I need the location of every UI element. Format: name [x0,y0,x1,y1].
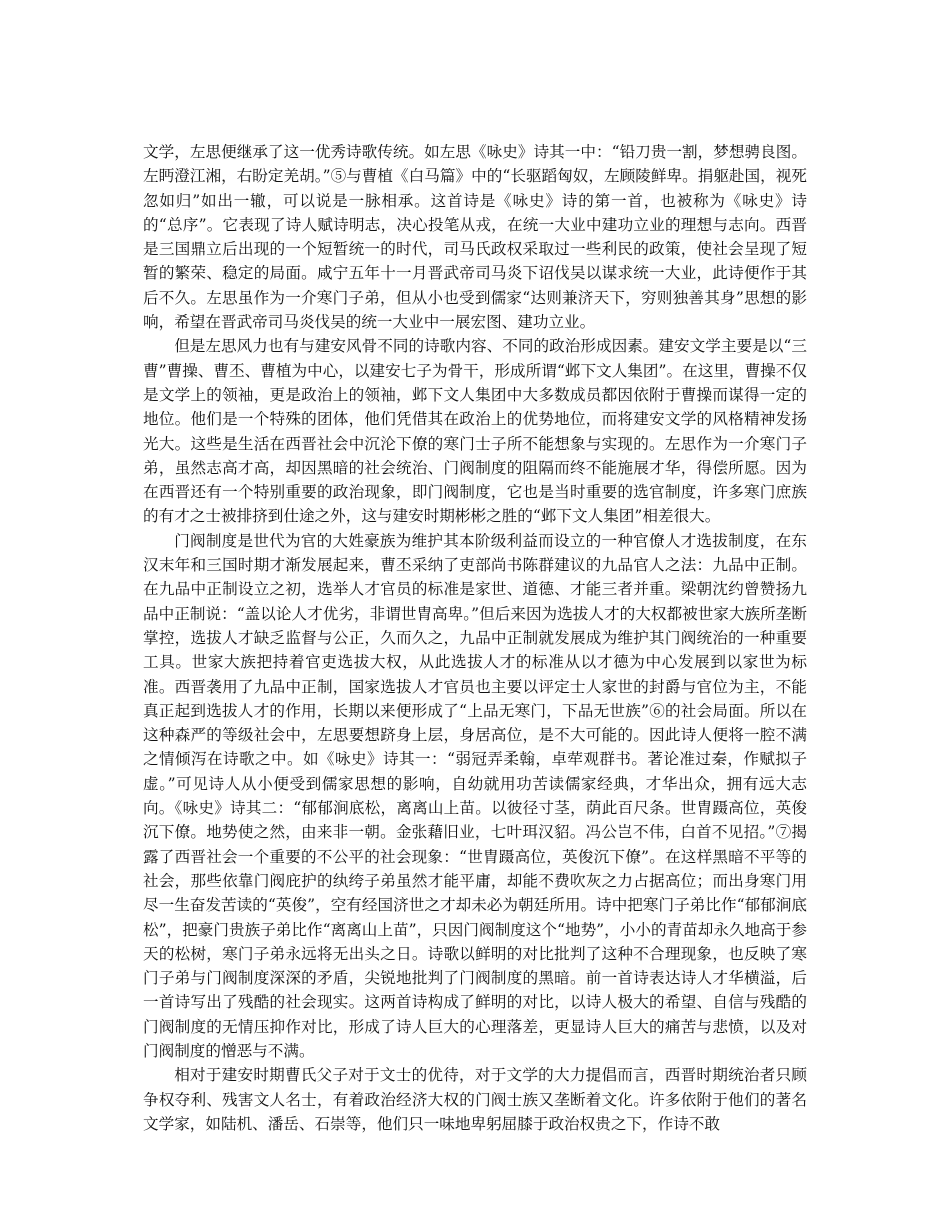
paragraph-4: 相对于建安时期曹氏父子对于文士的优待，对于文学的大力提倡而言，西晋时期统治者只顾争权夺利、残害文人名士，有着政治经济大权的门阀士族又垄断着文化。许多依附于他们的著名文学家，如陆机、潘岳、石崇等，他们只一味地卑躬屈膝于政治权贵之下，作诗不敢 [143,1066,807,1133]
paragraph-3: 门阀制度是世代为官的大姓豪族为维护其本阶级利益而设立的一种官僚人才选拔制度，在东汉末年和三国时期才渐发展起来，曹丕采纳了吏部尚书陈群建议的九品官人之法：九品中正制。在九品中正制设立之初，选举人才官员的标准是家世、道德、才能三者并重。梁朝沈约曾赞扬九品中正制说：“盖以论人才优劣，非谓世胄高卑。”但后来因为选拔人才的大权都被世家大族所垄断掌控，选拔人才缺乏监督与公正，久而久之，九品中正制就发展成为维护其门阀统治的一种重要工具。世家大族把持着官吏选拔大权，从此选拔人才的标准从以才德为中心发展到以家世为标准。西晋袭用了九品中正制，国家选拔人才官员也主要以评定士人家世的封爵与官位为主，不能真正起到选拔人才的作用，长期以来便形成了“上品无寒门，下品无世族”⑥的社会局面。所以在这种森严的等级社会中，左思要想跻身上层，身居高位，是不大可能的。因此诗人便将一腔不满之情倾泻在诗歌之中。如《咏史》诗其一：“弱冠弄柔翰，卓荦观群书。著论准过秦，作赋拟子虚。”可见诗人从小便受到儒家思想的影响，自幼就用功苦读儒家经典，才华出众，拥有远大志向。《咏史》诗其二：“郁郁涧底松，离离山上苗。以彼径寸茎，荫此百尺条。世胄蹑高位，英俊沉下僚。地势使之然，由来非一朝。金张藉旧业，七叶珥汉貂。冯公岂不伟，白首不见招。”⑦揭露了西晋社会一个重要的不公平的社会现象：“世胄蹑高位，英俊沉下僚”。在这样黑暗不平等的社会，那些依靠门阀庇护的纨绔子弟虽然才能平庸，却能不费吹灰之力占据高位；而出身寒门用尽一生奋发苦读的“英俊”，空有经国济世之才却未必为朝廷所用。诗中把寒门子弟比作“郁郁涧底松”，把豪门贵族子弟比作“离离山上苗”，只因门阀制度这个“地势”，小小的青苗却永久地高于参天的松树，寒门子弟永远将无出头之日。诗歌以鲜明的对比批判了这种不合理现象，也反映了寒门子弟与门阀制度深深的矛盾，尖锐地批判了门阀制度的黑暗。前一首诗表达诗人才华横溢，后一首诗写出了残酷的社会现实。这两首诗构成了鲜明的对比，以诗人极大的希望、自信与残酷的门阀制度的无情压抑作对比，形成了诗人巨大的心理落差，更显诗人巨大的痛苦与悲愤，以及对门阀制度的憎恶与不满。 [143,531,807,1060]
paragraph-1: 文学，左思便继承了这一优秀诗歌传统。如左思《咏史》诗其一中：“铅刀贵一割，梦想骋良图。左眄澄江湘，右盼定羌胡。”⑤与曹植《白马篇》中的“长驱蹈匈奴，左顾陵鲜卑。捐躯赴国，视死忽如归”如出一辙，可以说是一脉相承。这首诗是《咏史》诗的第一首，也被称为《咏史》诗的“总序”。它表现了诗人赋诗明志，决心投笔从戎，在统一大业中建功立业的理想与志向。西晋是三国鼎立后出现的一个短暂统一的时代，司马氏政权采取过一些利民的政策，使社会呈现了短暂的繁荣、稳定的局面。咸宁五年十一月晋武帝司马炎下诏伐吴以谋求统一大业，此诗便作于其后不久。左思虽作为一介寒门子弟，但从小也受到儒家“达则兼济天下，穷则独善其身”思想的影响，希望在晋武帝司马炎伐吴的统一大业中一展宏图、建功立业。 [143,143,807,332]
document-body [143,140,807,1136]
paragraph-2: 但是左思风力也有与建安风骨不同的诗歌内容、不同的政治形成因素。建安文学主要是以“三曹”曹操、曹丕、曹植为中心，以建安七子为骨干，形成所谓“邺下文人集团”。在这里，曹操不仅是文学上的领袖，更是政治上的领袖，邺下文人集团中大多数成员都因依附于曹操而谋得一定的地位。他们是一个特殊的团体，他们凭借其在政治上的优势地位，而将建安文学的风格精神发扬光大。这些是生活在西晋社会中沉沦下僚的寒门士子所不能想象与实现的。左思作为一介寒门子弟，虽然志高才高，却因黑暗的社会统治、门阀制度的阻隔而终不能施展才华，得偿所愿。因为在西晋还有一个特别重要的政治现象，即门阀制度，它也是当时重要的选官制度，许多寒门庶族的有才之士被排挤到仕途之外，这与建安时期彬彬之胜的“邺下文人集团”相差很大。 [143,337,807,526]
